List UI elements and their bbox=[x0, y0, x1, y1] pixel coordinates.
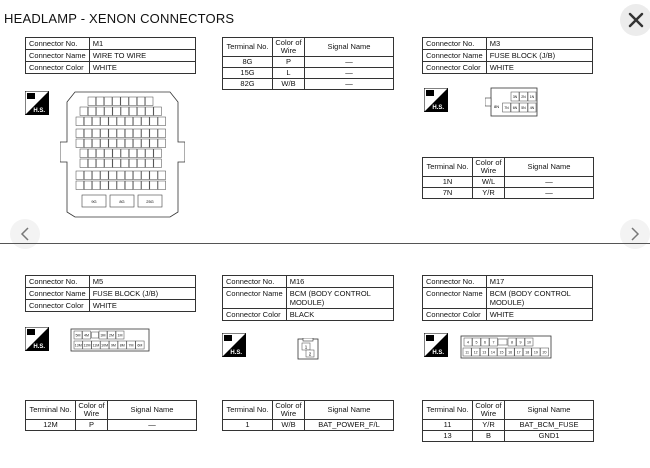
connector-name-label: Connector Name bbox=[223, 288, 287, 309]
pin-cell bbox=[101, 171, 109, 180]
pin-label: 7 bbox=[492, 340, 495, 345]
pin-cell bbox=[137, 97, 145, 106]
connector-color-value: WHITE bbox=[89, 62, 195, 74]
pin-label: 8M bbox=[119, 343, 125, 348]
table-row: 15G L — bbox=[223, 68, 394, 79]
hs-label: H.S. bbox=[33, 344, 45, 350]
pin-cell bbox=[145, 97, 153, 106]
connector-name-label: Connector Name bbox=[26, 288, 90, 300]
close-button[interactable] bbox=[620, 4, 650, 36]
connector-diagram-m17 bbox=[460, 335, 552, 359]
pin-cell bbox=[498, 339, 507, 345]
connector-name-label: Connector Name bbox=[423, 288, 487, 309]
pin-cell bbox=[121, 107, 129, 116]
connector-diagram-m5 bbox=[70, 328, 150, 352]
connector-no-value: M16 bbox=[286, 276, 393, 288]
pin-cell bbox=[117, 171, 125, 180]
pin-label: 6M bbox=[137, 343, 143, 348]
connector-color-value: WHITE bbox=[486, 309, 592, 321]
wire-color-header: Color of Wire bbox=[473, 158, 505, 177]
pin-cell bbox=[109, 139, 117, 148]
pin-cell bbox=[96, 107, 104, 116]
connector-no-label: Connector No. bbox=[423, 276, 487, 288]
connector-color-label: Connector Color bbox=[26, 62, 90, 74]
terminal-table-m3 bbox=[422, 157, 594, 199]
connector-name-label: Connector Name bbox=[423, 50, 487, 62]
connector-no-label: Connector No. bbox=[26, 38, 90, 50]
pin-cell bbox=[133, 181, 141, 190]
wire-color-header: Color of Wire bbox=[273, 38, 305, 57]
pin-label: 20 bbox=[542, 350, 547, 355]
connector-color-value: WHITE bbox=[486, 62, 592, 74]
pin-label: 4N bbox=[529, 105, 535, 110]
pin-label: 12M bbox=[83, 343, 91, 348]
pin-cell bbox=[158, 117, 166, 126]
pin-cell bbox=[105, 107, 113, 116]
pin-cell bbox=[101, 117, 109, 126]
pin-cell bbox=[80, 107, 88, 116]
pin-label: 7M bbox=[128, 343, 134, 348]
hs-icon bbox=[424, 88, 448, 112]
connector-name-value: WIRE TO WIRE bbox=[89, 50, 195, 62]
hs-label: H.S. bbox=[432, 350, 444, 356]
wire-color-header: Color of Wire bbox=[273, 401, 305, 420]
pin-label: 13M bbox=[74, 343, 82, 348]
wire-color-header: Color of Wire bbox=[76, 401, 108, 420]
connector-no-label: Connector No. bbox=[26, 276, 90, 288]
pin-cell bbox=[101, 129, 109, 138]
pin-cell bbox=[80, 159, 88, 168]
terminal-no-header: Terminal No. bbox=[423, 158, 473, 177]
pin-cell bbox=[104, 97, 112, 106]
signal-name-header: Signal Name bbox=[108, 401, 197, 420]
pin-cell bbox=[96, 97, 104, 106]
hs-icon bbox=[222, 333, 246, 357]
pin-cell bbox=[92, 332, 99, 338]
pin-cell bbox=[109, 171, 117, 180]
pin-cell bbox=[88, 107, 96, 116]
pin-label: 9 bbox=[519, 340, 522, 345]
terminal-no-header: Terminal No. bbox=[223, 401, 273, 420]
connector-no-value: M17 bbox=[486, 276, 592, 288]
pin-cell bbox=[92, 117, 100, 126]
pin-label: 5N bbox=[521, 105, 526, 110]
table-row: 13 B GND1 bbox=[423, 431, 594, 442]
next-button[interactable] bbox=[620, 219, 650, 249]
pin-cell bbox=[150, 181, 158, 190]
pin-cell bbox=[142, 171, 150, 180]
pin-label: 8 bbox=[511, 340, 513, 345]
pin-cell bbox=[101, 139, 109, 148]
pin-label: 19 bbox=[533, 350, 538, 355]
terminal-no-header: Terminal No. bbox=[223, 38, 273, 57]
table-row: 7N Y/R — bbox=[423, 188, 594, 199]
connector-color-label: Connector Color bbox=[423, 309, 487, 321]
connector-name-label: Connector Name bbox=[26, 50, 90, 62]
pin-cell bbox=[158, 181, 166, 190]
table-row: 82G W/B — bbox=[223, 79, 394, 90]
hs-label: H.S. bbox=[33, 108, 45, 114]
pin-label: 5M bbox=[75, 333, 81, 338]
connector-name-value: FUSE BLOCK (J/B) bbox=[486, 50, 592, 62]
connector-color-label: Connector Color bbox=[423, 62, 487, 74]
pin-cell bbox=[125, 139, 133, 148]
signal-name-header: Signal Name bbox=[505, 158, 594, 177]
connector-info-m3 bbox=[422, 37, 593, 74]
pin-cell bbox=[133, 117, 141, 126]
hs-icon bbox=[25, 327, 49, 351]
page-title: HEADLAMP - XENON CONNECTORS bbox=[4, 11, 235, 26]
pin-label: 9M bbox=[110, 343, 116, 348]
connector-color-label: Connector Color bbox=[26, 300, 90, 312]
pin-cell bbox=[84, 117, 92, 126]
pin-cell bbox=[76, 181, 84, 190]
connector-name-value: BCM (BODY CONTROL MODULE) bbox=[486, 288, 592, 309]
pin-label: 1M bbox=[117, 333, 123, 338]
connector-diagram-m16 bbox=[297, 338, 319, 360]
pin-label: 6N bbox=[512, 105, 518, 110]
pin-cell bbox=[137, 107, 145, 116]
connector-no-value: M3 bbox=[486, 38, 592, 50]
pin-cell bbox=[76, 171, 84, 180]
pin-label: 16 bbox=[508, 350, 513, 355]
section-divider bbox=[0, 243, 650, 244]
pin-label: 2N bbox=[521, 94, 526, 99]
pin-label: 3N bbox=[512, 94, 518, 99]
pin-cell bbox=[150, 139, 158, 148]
pin-label: 2M bbox=[109, 333, 114, 338]
pin-cell bbox=[137, 159, 145, 168]
hs-icon bbox=[25, 91, 49, 115]
pin-cell bbox=[101, 181, 109, 190]
pin-cell bbox=[121, 149, 129, 158]
pin-cell bbox=[146, 159, 154, 168]
pin-label: 11 bbox=[465, 350, 469, 355]
table-row: 1N W/L — bbox=[423, 177, 594, 188]
pin-label: 11M bbox=[92, 343, 100, 348]
table-row: 11 Y/R BAT_BCM_FUSE bbox=[423, 420, 594, 431]
chevron-right-icon bbox=[630, 227, 640, 241]
connector-info-m17 bbox=[422, 275, 593, 321]
pin-cell bbox=[129, 159, 137, 168]
hs-icon bbox=[424, 333, 448, 357]
connector-name-value: FUSE BLOCK (J/B) bbox=[89, 288, 195, 300]
chevron-left-icon bbox=[20, 227, 30, 241]
pin-cell bbox=[96, 159, 104, 168]
pin-label: 17 bbox=[516, 350, 521, 355]
pin-cell bbox=[117, 129, 125, 138]
connector-no-label: Connector No. bbox=[423, 38, 487, 50]
signal-name-header: Signal Name bbox=[305, 38, 394, 57]
pin-cell bbox=[92, 171, 100, 180]
pin-cell bbox=[88, 149, 96, 158]
pin-cell bbox=[113, 97, 121, 106]
pin-cell bbox=[133, 171, 141, 180]
connector-no-label: Connector No. bbox=[223, 276, 287, 288]
pin-cell bbox=[105, 159, 113, 168]
pin-cell bbox=[117, 181, 125, 190]
m1-pin-label: 9G bbox=[91, 199, 97, 204]
pin-cell bbox=[129, 107, 137, 116]
m16-pin-label: 1 bbox=[304, 344, 308, 350]
signal-name-header: Signal Name bbox=[505, 401, 594, 420]
pin-cell bbox=[121, 159, 129, 168]
pin-cell bbox=[142, 181, 150, 190]
pin-cell bbox=[129, 149, 137, 158]
pin-label: 15 bbox=[499, 350, 504, 355]
pin-label: 7N bbox=[504, 105, 509, 110]
pin-cell bbox=[125, 181, 133, 190]
pin-cell bbox=[158, 129, 166, 138]
pin-cell bbox=[142, 139, 150, 148]
connector-no-value: M1 bbox=[89, 38, 195, 50]
close-icon bbox=[628, 12, 644, 28]
connector-color-value: BLACK bbox=[286, 309, 393, 321]
pin-cell bbox=[80, 149, 88, 158]
connector-color-label: Connector Color bbox=[223, 309, 287, 321]
m1-pin-label: 8G bbox=[119, 199, 125, 204]
pin-cell bbox=[113, 107, 121, 116]
signal-name-header: Signal Name bbox=[305, 401, 394, 420]
pin-cell bbox=[133, 129, 141, 138]
pin-cell bbox=[125, 171, 133, 180]
pin-cell bbox=[150, 171, 158, 180]
pin-cell bbox=[109, 129, 117, 138]
pin-cell bbox=[84, 171, 92, 180]
pin-cell bbox=[125, 129, 133, 138]
connector-no-value: M5 bbox=[89, 276, 195, 288]
pin-label: 13 bbox=[482, 350, 487, 355]
pin-cell bbox=[158, 171, 166, 180]
terminal-table-m1 bbox=[222, 37, 394, 90]
terminal-no-header: Terminal No. bbox=[26, 401, 76, 420]
pin-label: 18 bbox=[525, 350, 530, 355]
pin-cell bbox=[121, 97, 129, 106]
connector-info-m16 bbox=[222, 275, 394, 321]
pin-cell bbox=[142, 117, 150, 126]
pin-label: 5 bbox=[475, 340, 478, 345]
pin-label: 3M bbox=[100, 333, 106, 338]
pin-cell bbox=[109, 117, 117, 126]
hs-label: H.S. bbox=[230, 350, 242, 356]
pin-label: 10 bbox=[527, 340, 531, 345]
m3-pin-label: 8N bbox=[494, 104, 500, 109]
pin-cell bbox=[133, 139, 141, 148]
pin-cell bbox=[76, 117, 84, 126]
pin-cell bbox=[146, 149, 154, 158]
connector-info-m1 bbox=[25, 37, 196, 74]
table-row: 12M P — bbox=[26, 420, 197, 431]
hs-label: H.S. bbox=[432, 105, 444, 111]
connector-info-m5 bbox=[25, 275, 196, 312]
pin-cell bbox=[76, 139, 84, 148]
pin-cell bbox=[84, 181, 92, 190]
terminal-table-m16 bbox=[222, 400, 394, 431]
connector-diagram-m3 bbox=[485, 86, 539, 118]
pin-label: 4 bbox=[467, 340, 469, 345]
pin-cell bbox=[150, 117, 158, 126]
pin-cell bbox=[88, 159, 96, 168]
pin-label: 10M bbox=[101, 343, 109, 348]
terminal-table-m5 bbox=[25, 400, 197, 431]
pin-cell bbox=[158, 139, 166, 148]
connector-name-value: BCM (BODY CONTROL MODULE) bbox=[286, 288, 393, 309]
pin-cell bbox=[154, 149, 162, 158]
pin-cell bbox=[150, 129, 158, 138]
pin-cell bbox=[142, 129, 150, 138]
pin-cell bbox=[109, 181, 117, 190]
pin-cell bbox=[92, 129, 100, 138]
pin-cell bbox=[92, 181, 100, 190]
prev-button[interactable] bbox=[10, 219, 40, 249]
connector-diagram-m1 bbox=[60, 87, 185, 219]
pin-cell bbox=[154, 107, 162, 116]
terminal-table-m17 bbox=[422, 400, 594, 442]
pin-cell bbox=[84, 129, 92, 138]
pin-cell bbox=[96, 149, 104, 158]
connector-color-value: WHITE bbox=[89, 300, 195, 312]
pin-label: 6 bbox=[484, 340, 486, 345]
pin-cell bbox=[154, 159, 162, 168]
table-row: 8G P — bbox=[223, 57, 394, 68]
pin-cell bbox=[105, 149, 113, 158]
pin-cell bbox=[125, 117, 133, 126]
pin-cell bbox=[137, 149, 145, 158]
m1-pin-label: 25G bbox=[146, 199, 154, 204]
pin-cell bbox=[92, 139, 100, 148]
pin-label: 14 bbox=[490, 350, 495, 355]
terminal-no-header: Terminal No. bbox=[423, 401, 473, 420]
pin-cell bbox=[129, 97, 137, 106]
pin-cell bbox=[84, 139, 92, 148]
table-row: 1 W/B BAT_POWER_F/L bbox=[223, 420, 394, 431]
pin-cell bbox=[146, 107, 154, 116]
pin-cell bbox=[117, 117, 125, 126]
pin-cell bbox=[117, 139, 125, 148]
pin-cell bbox=[113, 149, 121, 158]
pin-label: 1N bbox=[529, 94, 535, 99]
pin-cell bbox=[76, 129, 84, 138]
pin-label: 4M bbox=[84, 333, 89, 338]
m16-pin-label: 2 bbox=[308, 351, 312, 357]
pin-label: 12 bbox=[473, 350, 478, 355]
wire-color-header: Color of Wire bbox=[473, 401, 505, 420]
pin-cell bbox=[88, 97, 96, 106]
pin-cell bbox=[113, 159, 121, 168]
